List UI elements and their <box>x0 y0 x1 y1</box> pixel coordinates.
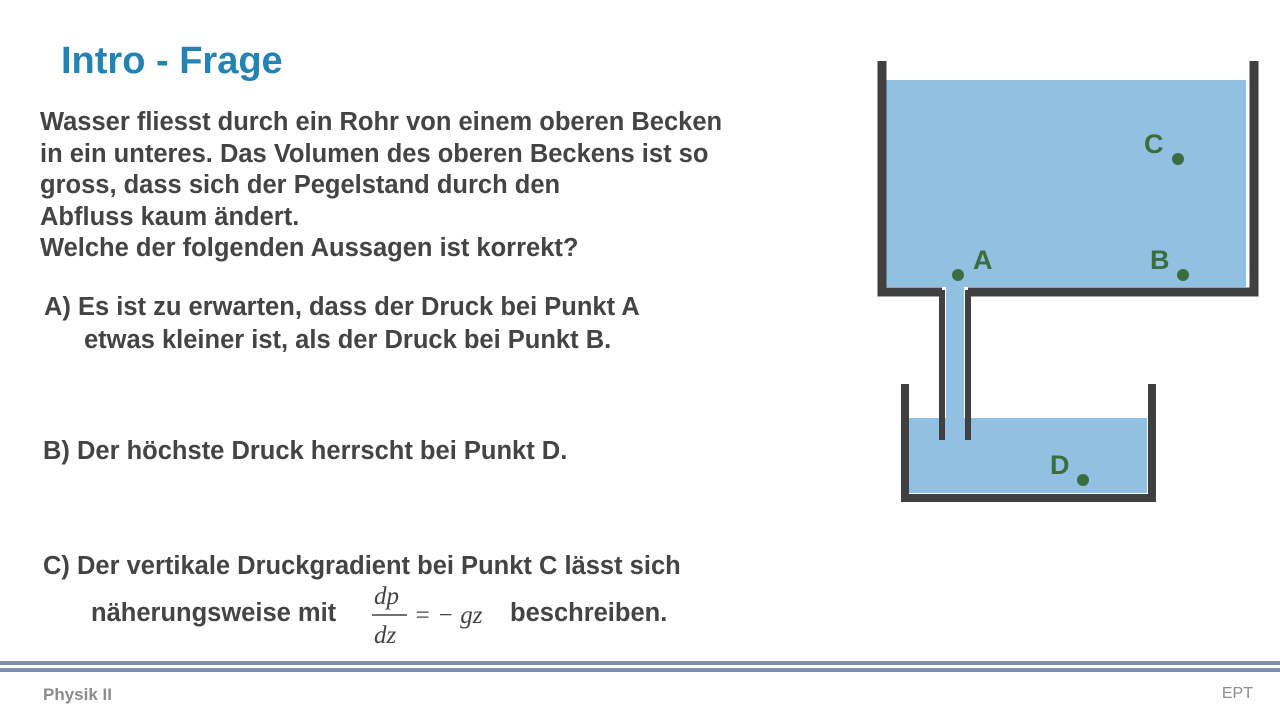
tank-diagram <box>870 55 1270 515</box>
intro-line: gross, dass sich der Pegelstand durch den <box>40 171 561 199</box>
slide-title: Intro - Frage <box>61 40 283 82</box>
upper-tank-water <box>886 80 1246 287</box>
formula-rhs: = − gz <box>414 602 483 629</box>
intro-line: in ein unteres. Das Volumen des oberen Beckens ist so <box>40 139 709 168</box>
point-b-label: B <box>1150 245 1170 275</box>
formula-denominator: dz <box>374 622 397 649</box>
point-b-marker <box>1177 269 1189 281</box>
option-c-line1: C) Der vertikale Druckgradient bei Punkt C lässt sich <box>43 552 681 580</box>
point-d-marker <box>1077 474 1089 486</box>
point-a-label: A <box>973 245 993 275</box>
formula-numerator: dp <box>374 583 399 610</box>
point-c-marker <box>1172 153 1184 165</box>
intro-line: Abfluss kaum ändert. <box>40 202 300 231</box>
footer-course-name: Physik II <box>43 685 112 704</box>
intro-line: Wasser fliesst durch ein Rohr von einem oberen Becken <box>40 108 723 136</box>
footer-divider-bottom <box>0 668 1280 672</box>
option-a-line1: A) Es ist zu erwarten, dass der Druck bei Punkt A <box>44 293 640 321</box>
point-c-label: C <box>1144 129 1164 159</box>
point-a-marker <box>952 269 964 281</box>
option-c-prefix: näherungsweise mit <box>91 599 337 627</box>
question-line: Welche der folgenden Aussagen ist korrekt? <box>40 234 579 262</box>
option-a-line2: etwas kleiner ist, als der Druck bei Punkt B. <box>84 326 612 354</box>
footer-institute: EPT <box>1221 685 1253 702</box>
intro-text <box>40 107 840 265</box>
pipe-water <box>946 287 964 439</box>
option-b: B) Der höchste Druck herrscht bei Punkt D. <box>43 437 568 465</box>
point-d-label: D <box>1050 450 1070 480</box>
option-c-suffix: beschreiben. <box>510 599 668 627</box>
footer-divider-top <box>0 661 1280 665</box>
pressure-gradient-formula <box>362 580 502 652</box>
